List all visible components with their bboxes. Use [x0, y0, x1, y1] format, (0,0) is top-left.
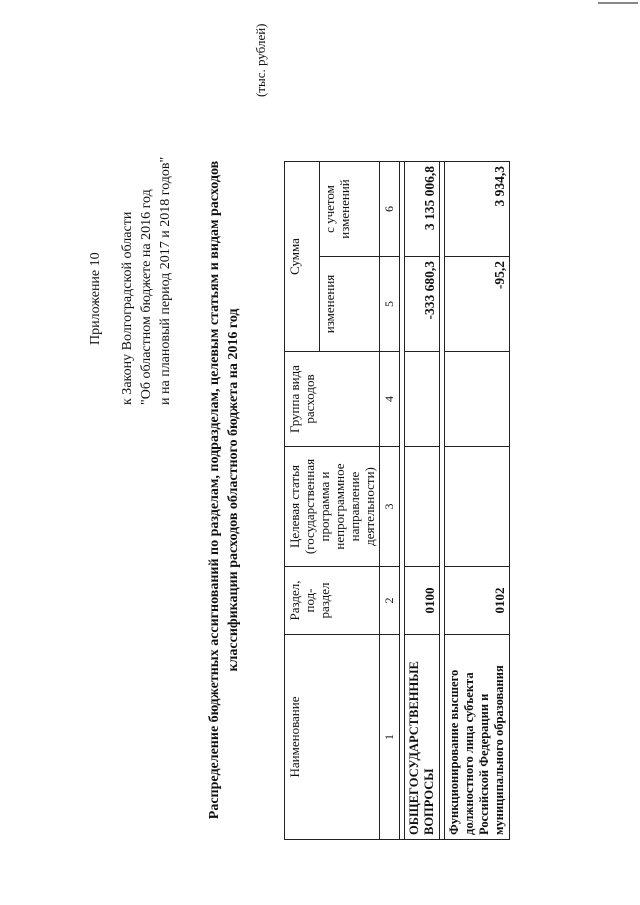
appendix-label: Приложение 10	[88, 252, 103, 345]
row-target-article	[405, 447, 440, 567]
header-sum: Сумма	[285, 162, 320, 352]
row-target-article	[445, 447, 510, 567]
table-row	[405, 162, 440, 840]
column-number: 5	[380, 257, 400, 352]
header-expense-group: Группа вида расходов	[285, 352, 380, 447]
table-row	[445, 162, 510, 840]
column-number: 2	[380, 567, 400, 635]
header-target-article: Целевая статья (государственная программа и непрограммное направление деятельности)	[285, 447, 380, 567]
column-number: 1	[380, 635, 400, 840]
row-name: ОБЩЕГОСУДАРСТВЕННЫЕ ВОПРОСЫ	[405, 635, 440, 840]
row-total-amount: 3 934,3	[445, 162, 510, 257]
column-number: 4	[380, 352, 400, 447]
row-expense-group	[405, 352, 440, 447]
document-heading-line-2: классификации расходов областного бюджета на 2016 год	[226, 308, 241, 672]
header-with-changes: с учетом изменений	[319, 162, 379, 257]
document-heading-line-1: Распределение бюджетных ассигнований по разделам, подразделам, целевым статьям и видам расходов	[207, 160, 222, 820]
column-number: 3	[380, 447, 400, 567]
row-section-code: 0100	[405, 567, 440, 635]
header-section: Раздел, под-раздел	[285, 567, 380, 635]
law-reference-line-2: "Об областном бюджете на 2016 год	[139, 189, 154, 405]
column-number: 6	[380, 162, 400, 257]
row-total-amount: 3 135 006,8	[405, 162, 440, 257]
row-changes-amount: -333 680,3	[405, 257, 440, 352]
law-reference-line-3: и на плановый период 2017 и 2018 годов"	[158, 156, 173, 405]
row-section-code: 0102	[445, 567, 510, 635]
header-changes: изменения	[319, 257, 379, 352]
law-reference-line-1: к Закону Волгоградской области	[120, 211, 135, 405]
row-name: Функционирование высшего должностного лица субъекта Российской Федерации и муниципального образования	[445, 635, 510, 840]
budget-table	[284, 161, 510, 840]
header-name: Наименование	[285, 635, 380, 840]
unit-note: (тыс. рублей)	[253, 23, 268, 97]
row-changes-amount: -95,2	[445, 257, 510, 352]
row-expense-group	[445, 352, 510, 447]
